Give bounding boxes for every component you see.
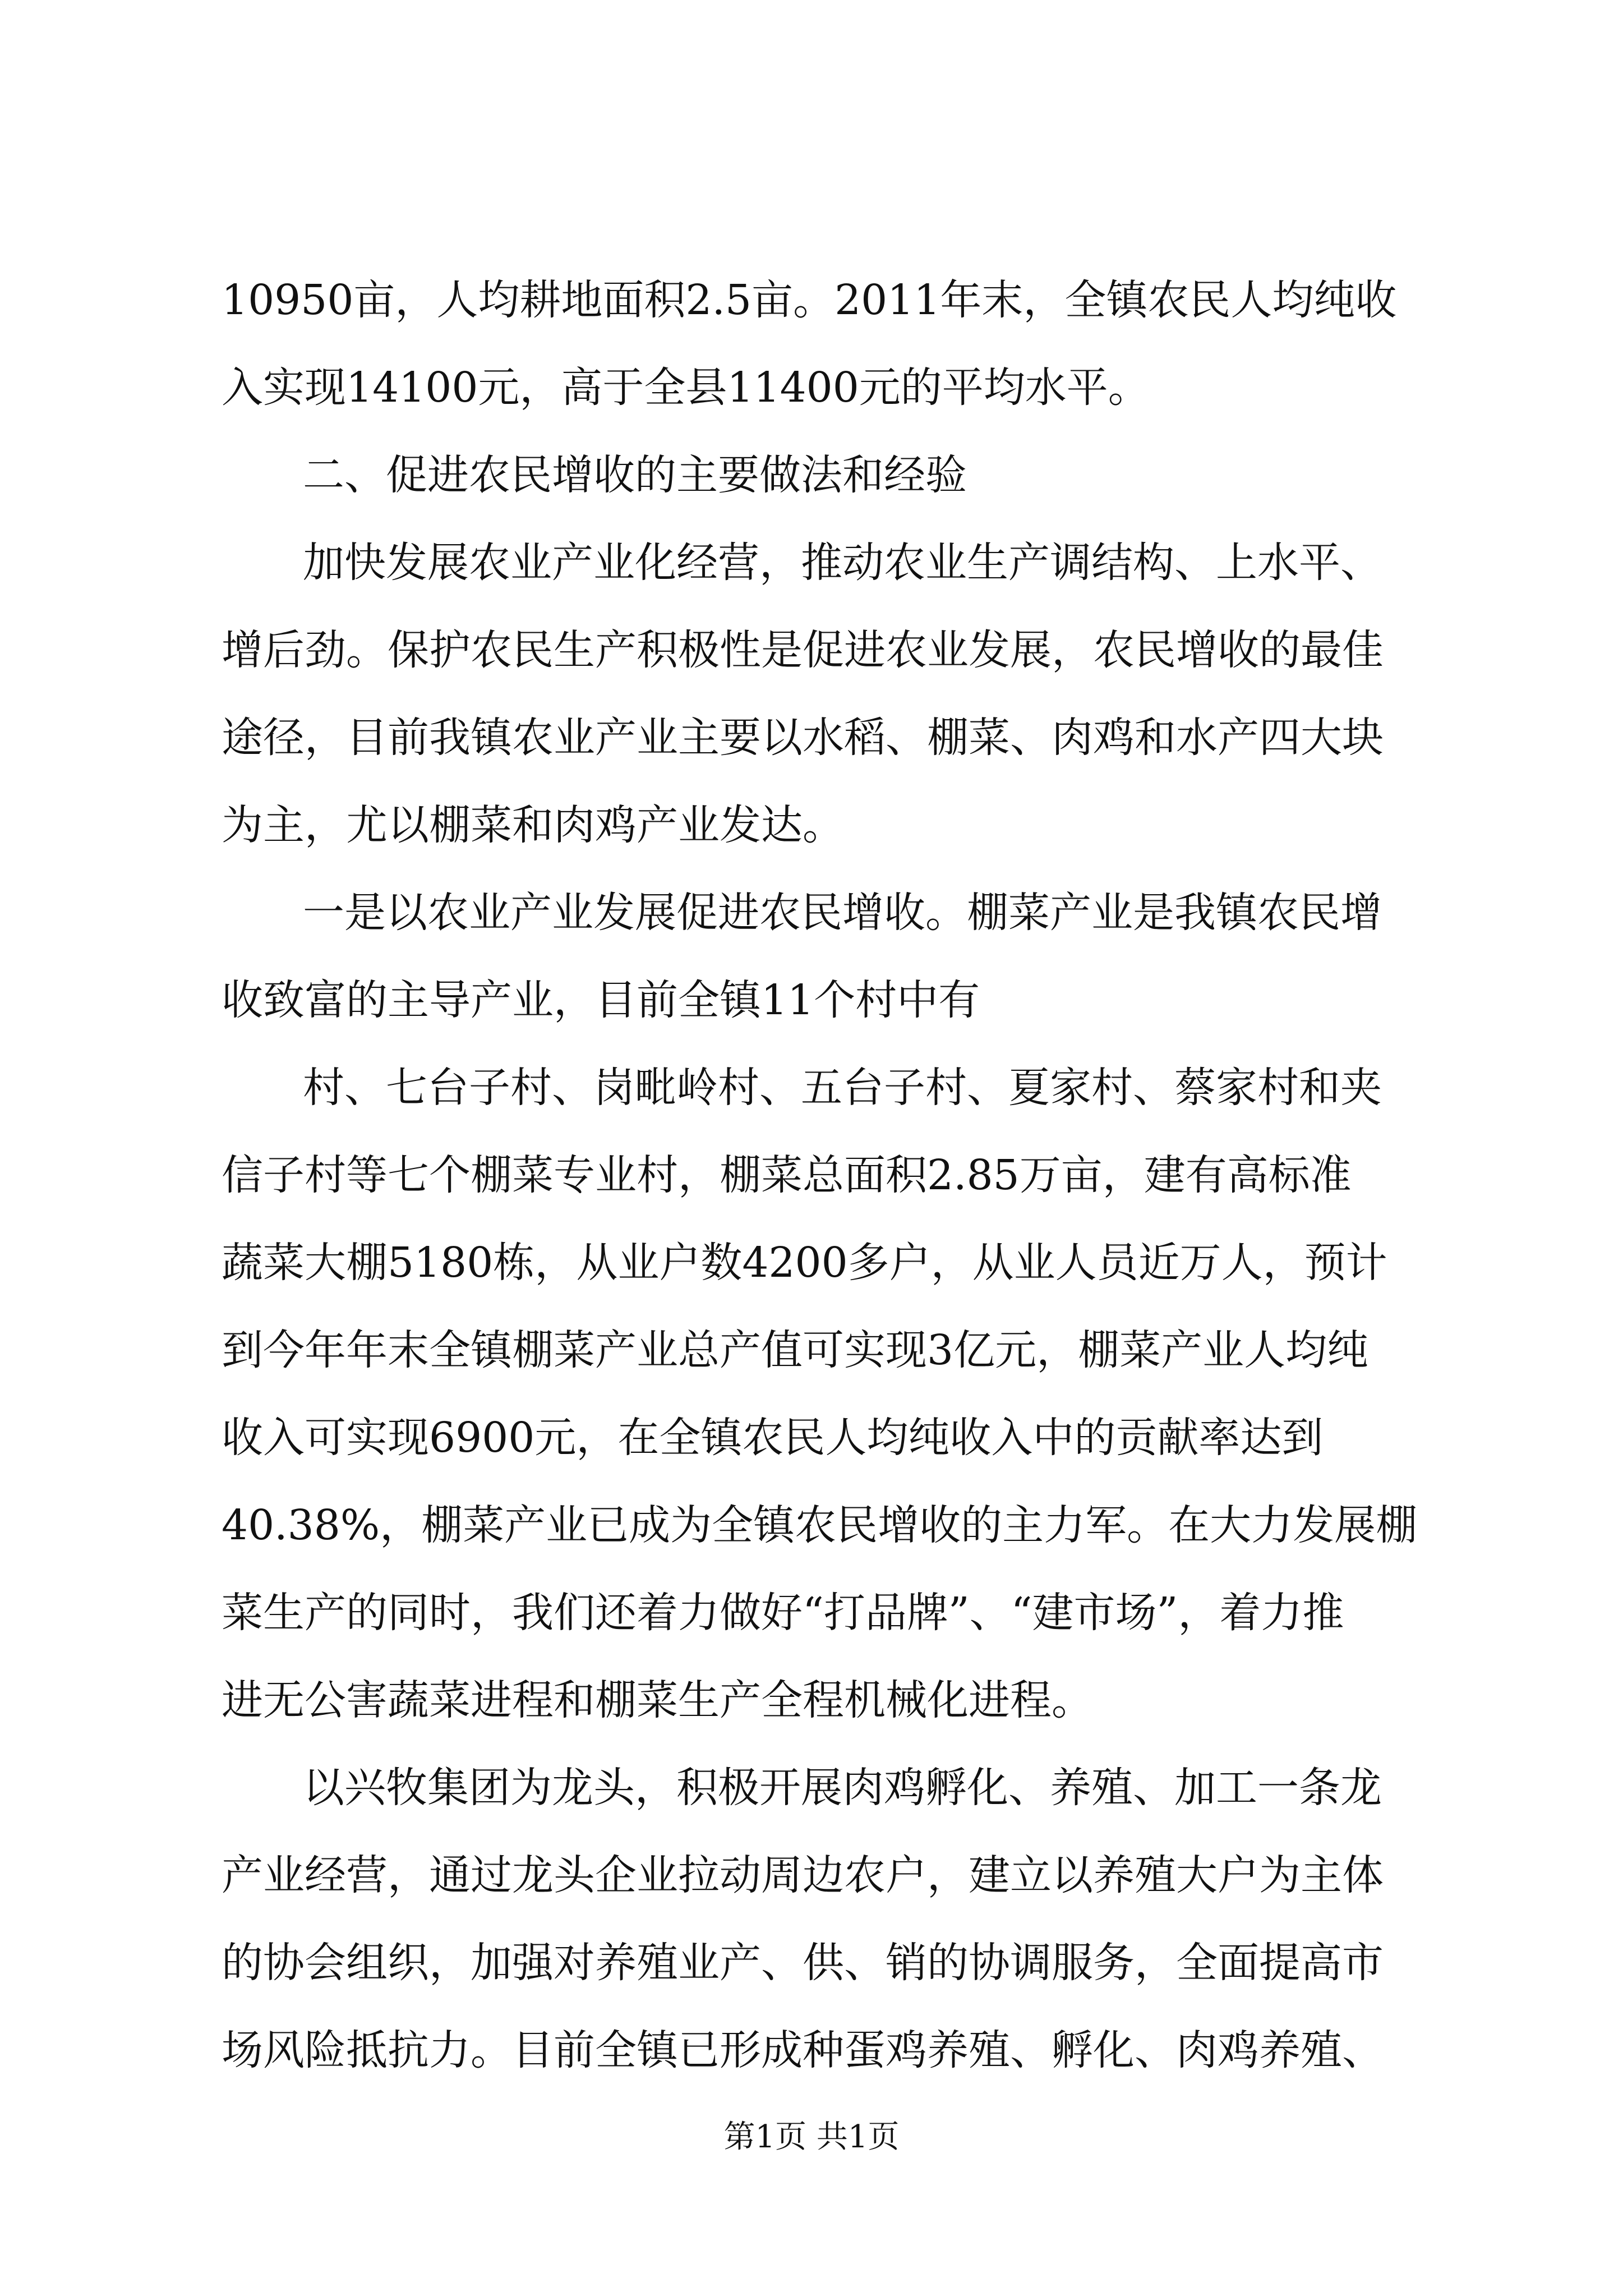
text-line: 信子村等七个棚菜专业村，棚菜总面积2.85万亩，建有高标准 xyxy=(222,1151,1352,1199)
text-line: 入实现14100元，高于全县11400元的平均水平。 xyxy=(222,364,1150,412)
page-footer: 第1页 共1页 xyxy=(723,2119,900,2155)
text-line: 到今年年末全镇棚菜产业总产值可实现3亿元，棚菜产业人均纯 xyxy=(222,1326,1369,1374)
text-line: 增后劲。保护农民生产积极性是促进农业发展，农民增收的最佳 xyxy=(222,626,1384,674)
text-line: 收入可实现6900元，在全镇农民人均纯收入中的贡献率达到 xyxy=(222,1414,1324,1462)
text-line: 场风险抵抗力。目前全镇已形成种蛋鸡养殖、孵化、肉鸡养殖、 xyxy=(222,2026,1384,2074)
paragraph-first-line: 以兴牧集团为龙头，积极开展肉鸡孵化、养殖、加工一条龙 xyxy=(303,1764,1382,1812)
text-line: 蔬菜大棚5180栋，从业户数4200多户，从业人员近万人，预计 xyxy=(222,1239,1387,1287)
text-line: 40.38%，棚菜产业已成为全镇农民增收的主力军。在大力发展棚 xyxy=(222,1501,1418,1549)
paragraph-first-line: 一是以农业产业发展促进农民增收。棚菜产业是我镇农民增 xyxy=(303,889,1382,937)
section-heading: 二、促进农民增收的主要做法和经验 xyxy=(303,451,967,499)
text-line: 收致富的主导产业，目前全镇11个村中有 xyxy=(222,976,980,1024)
text-line: 产业经营，通过龙头企业拉动周边农户，建立以养殖大户为主体 xyxy=(222,1851,1384,1899)
text-line: 的协会组织，加强对养殖业产、供、销的协调服务，全面提高市 xyxy=(222,1939,1384,1987)
text-line: 途径，目前我镇农业产业主要以水稻、棚菜、肉鸡和水产四大块 xyxy=(222,714,1384,762)
text-line: 10950亩，人均耕地面积2.5亩。2011年末，全镇农民人均纯收 xyxy=(222,276,1397,324)
text-line: 为主，尤以棚菜和肉鸡产业发达。 xyxy=(222,801,844,849)
text-line: 菜生产的同时，我们还着力做好“打品牌”、“建市场”，着力推 xyxy=(222,1589,1344,1637)
paragraph-first-line: 加快发展农业产业化经营，推动农业生产调结构、上水平、 xyxy=(303,539,1382,587)
text-line: 进无公害蔬菜进程和棚菜生产全程机械化进程。 xyxy=(222,1676,1093,1724)
paragraph-first-line: 村、七台子村、岗毗岭村、五台子村、夏家村、蔡家村和夹 xyxy=(303,1064,1382,1112)
